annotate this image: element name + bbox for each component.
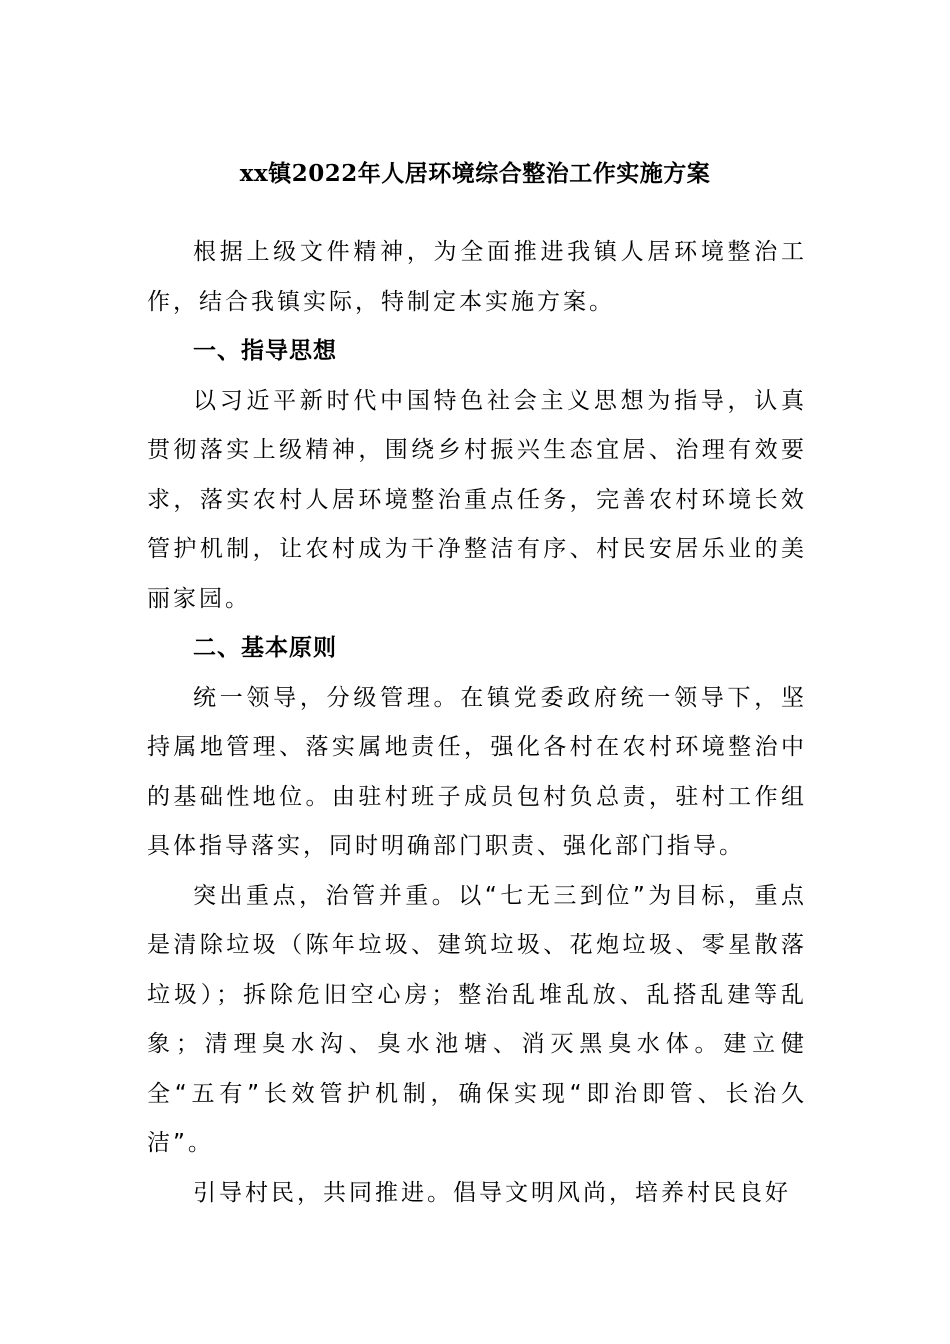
section-heading-guiding-ideology: 一、指导思想 <box>193 338 337 364</box>
principle-paragraph-guide-villagers: 引导村民，共同推进。倡导文明风尚，培养村民良好 <box>193 1179 791 1206</box>
principle-paragraph-key-focus: 突出重点，治管并重。以“七无三到位”为目标，重点是清除垃圾（陈年垃圾、建筑垃圾、花炮垃圾、零星散落垃圾）；拆除危旧空心房；整治乱堆乱放、乱搭乱建等乱象；清理臭水沟、臭水池塘、消灭黑臭水体。建立健全“五有”长效管护机制，确保实现“即治即管、长治久洁”。 <box>147 882 807 1156</box>
document-title: xx镇2022年人居环境综合整治工作实施方案 <box>239 160 711 187</box>
section-heading-basic-principles: 二、基本原则 <box>193 635 337 661</box>
principle-paragraph-unified-leadership: 统一领导，分级管理。在镇党委政府统一领导下，坚持属地管理、落实属地责任，强化各村在农村环境整治中的基础性地位。由驻村班子成员包村负总责，驻村工作组具体指导落实，同时明确部门职责、强化部门指导。 <box>147 684 807 859</box>
document-body <box>147 228 807 1218</box>
intro-paragraph: 根据上级文件精神，为全面推进我镇人居环境整治工作，结合我镇实际，特制定本实施方案。 <box>147 239 807 315</box>
guiding-ideology-paragraph: 以习近平新时代中国特色社会主义思想为指导，认真贯彻落实上级精神，围绕乡村振兴生态宜居、治理有效要求，落实农村人居环境整治重点任务，完善农村环境长效管护机制，让农村成为干净整洁有序、村民安居乐业的美丽家园。 <box>147 387 807 612</box>
